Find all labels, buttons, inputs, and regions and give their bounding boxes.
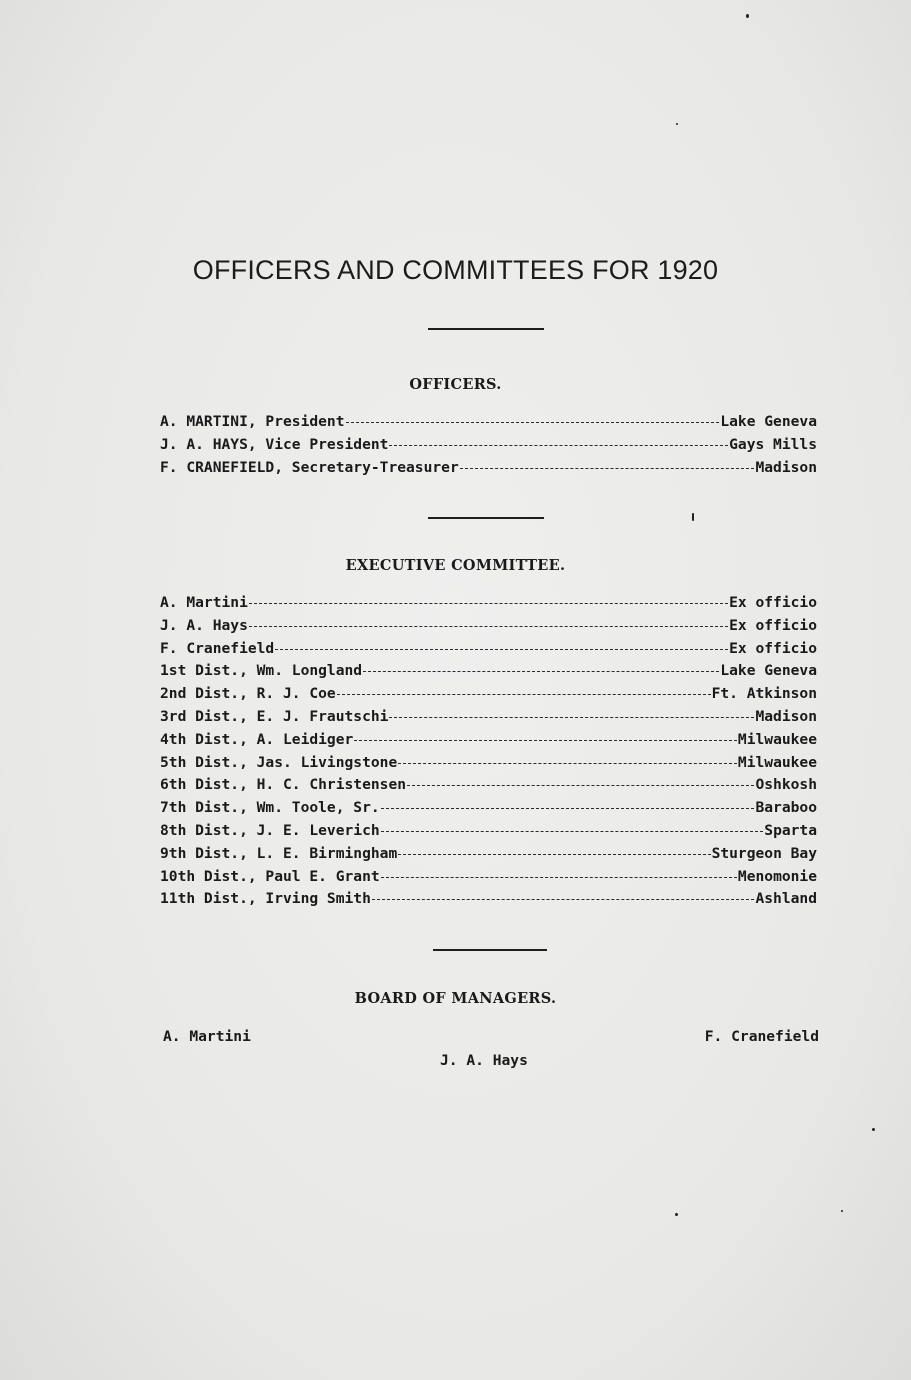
officer-name: J. A. HAYS, Vice President	[160, 435, 389, 453]
dot-leader	[363, 671, 719, 672]
member-place: Baraboo	[755, 799, 817, 817]
member-name: 1st Dist., Wm. Longland	[160, 662, 363, 680]
member-place: Menomonie	[737, 867, 817, 885]
divider	[433, 949, 547, 951]
member-place: Sturgeon Bay	[711, 844, 817, 862]
member-name: 9th Dist., L. E. Birmingham	[160, 844, 398, 862]
officer-row	[160, 457, 817, 480]
member-name: 6th Dist., H. C. Christensen	[160, 776, 407, 794]
officer-row	[160, 434, 817, 457]
member-place: Sparta	[764, 821, 817, 839]
officer-place: Lake Geneva	[720, 413, 817, 430]
board-member-right: F. Cranefield	[704, 1028, 819, 1045]
officer-name: A. MARTINI, President	[160, 413, 345, 430]
dot-leader	[381, 808, 755, 809]
member-place: Ashland	[755, 890, 817, 908]
executive-committee-list	[160, 592, 817, 911]
committee-row	[160, 638, 817, 661]
committee-row	[160, 752, 817, 775]
member-place: Milwaukee	[737, 730, 817, 748]
member-name: 3rd Dist., E. J. Frautschi	[160, 707, 389, 725]
scan-speck	[676, 123, 678, 125]
dot-leader	[389, 717, 754, 718]
divider	[428, 517, 544, 519]
member-place: Milwaukee	[737, 753, 817, 771]
committee-row	[160, 888, 817, 911]
member-name: 11th Dist., Irving Smith	[160, 890, 371, 908]
committee-row	[160, 774, 817, 797]
member-place: Oshkosh	[755, 776, 817, 794]
member-place: Lake Geneva	[720, 662, 817, 680]
dot-leader	[275, 649, 728, 650]
member-place: Ex officio	[729, 616, 817, 634]
member-place: Ft. Atkinson	[711, 685, 817, 703]
committee-row	[160, 660, 817, 683]
member-name: J. A. Hays	[160, 616, 248, 634]
officers-list	[160, 411, 817, 479]
scan-speck	[872, 1128, 875, 1131]
member-name: 4th Dist., A. Leidiger	[160, 730, 354, 748]
dot-leader	[460, 468, 755, 469]
committee-row	[160, 615, 817, 638]
scan-speck	[692, 513, 694, 521]
dot-leader	[337, 694, 711, 695]
member-name: 8th Dist., J. E. Leverich	[160, 821, 380, 839]
divider	[428, 328, 544, 330]
member-place: Madison	[755, 707, 817, 725]
scan-speck	[841, 1210, 843, 1212]
committee-row	[160, 729, 817, 752]
officers-heading: OFFICERS.	[409, 376, 502, 393]
committee-row	[160, 592, 817, 615]
dot-leader	[354, 740, 737, 741]
board-member-left: A. Martini	[163, 1028, 251, 1045]
officer-place: Madison	[755, 458, 817, 476]
member-name: 5th Dist., Jas. Livingstone	[160, 753, 398, 771]
member-name: 10th Dist., Paul E. Grant	[160, 867, 380, 885]
officer-row	[160, 411, 817, 434]
dot-leader	[381, 831, 764, 832]
executive-committee-heading: EXECUTIVE COMMITTEE.	[345, 557, 566, 574]
dot-leader	[346, 422, 720, 423]
scan-speck	[746, 14, 749, 18]
committee-row	[160, 866, 817, 889]
member-name: F. Cranefield	[160, 639, 275, 657]
member-place: Ex officio	[729, 594, 817, 611]
member-place: Ex officio	[729, 639, 817, 657]
dot-leader	[407, 785, 754, 786]
member-name: 7th Dist., Wm. Toole, Sr.	[160, 799, 380, 817]
dot-leader	[249, 603, 728, 604]
board-of-managers-heading: BOARD OF MANAGERS.	[354, 990, 557, 1007]
dot-leader	[398, 854, 710, 855]
member-name: 2nd Dist., R. J. Coe	[160, 685, 336, 703]
dot-leader	[389, 445, 728, 446]
committee-row	[160, 820, 817, 843]
officer-place: Gays Mills	[729, 435, 817, 453]
committee-row	[160, 843, 817, 866]
dot-leader	[249, 626, 728, 627]
committee-row	[160, 683, 817, 706]
page-title: OFFICERS AND COMMITTEES FOR 1920	[192, 255, 719, 285]
board-member-center: J. A. Hays	[440, 1052, 528, 1069]
dot-leader	[372, 899, 755, 900]
scan-speck	[675, 1213, 678, 1216]
officer-name: F. CRANEFIELD, Secretary-Treasurer	[160, 458, 459, 476]
committee-row	[160, 706, 817, 729]
dot-leader	[381, 877, 737, 878]
dot-leader	[398, 763, 737, 764]
member-name: A. Martini	[160, 594, 248, 611]
committee-row	[160, 797, 817, 820]
